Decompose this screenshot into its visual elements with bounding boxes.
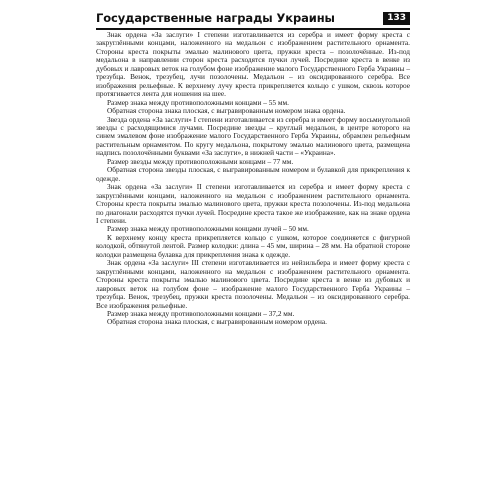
- paragraph-order-1-star-reverse: Обратная сторона звезды плоская, с выгравированным номером и булавкой для прикрепления к одежде.: [96, 165, 410, 183]
- running-header: [96, 10, 410, 26]
- header-title: Государственные награды Украины: [96, 11, 335, 25]
- article-body: [96, 31, 410, 327]
- paragraph-order-3-badge: Знак ордена «За заслуги» III степени изготавливается из нейзильбера и имеет форму креста с закруглёнными концами, наложенного на медальон с изображением растительного орнамента. Стороны креста покрыты эмалью малинового цвета. Посредине креста в венке из дубовых и лавровых веток на голубом фоне – изображение малого Государственного Герба Украины – трезубца. Венок, трезубец, пружки креста позолочены. Медальон – из оксидированного серебра. Все изображения рельефные.: [96, 258, 410, 310]
- paragraph-order-2-badge: Знак ордена «За заслуги» II степени изготавливается из серебра и имеет форму креста с закруглёнными концами, наложенного на медальон с изображением растительного орнамента. Стороны креста покрыты эмалью малинового цвета, пружки креста позолочены. Из-под медальона по диагонали расходятся пучки лучей. Посредине креста такое же изображение, как на знаке ордена I степени.: [96, 182, 410, 225]
- paragraph-order-3-badge-size: Размер знака между противоположными концами – 37,2 мм.: [107, 308, 295, 318]
- paragraph-order-3-badge-reverse: Обратная сторона знака плоская, с выгравированным номером ордена.: [107, 317, 327, 327]
- paragraph-order-1-badge-size: Размер знака между противоположными концами – 55 мм.: [107, 97, 289, 107]
- paragraph-order-1-badge: Знак ордена «За заслуги» I степени изготавливается из серебра и имеет форму креста с закруглёнными концами, наложенного на медальон с изображением растительного орнамента. Стороны креста покрыты эмалью малинового цвета, пружки креста – позолочённые. Из-под медальона в направлении сторон креста расходятся пучки лучей. Посредине креста в венке из дубовых и лавровых веток на голубом фоне изображение малого Государственного Герба Украины – трезубца. Венок, трезубец, лучи позолочены. Медальон – из оксидированного серебра. Все изображения рельефные. К верхнему лучу креста прикрепляется кольцо с ушком, сквозь которое протягивается лента для ношения на шее.: [96, 30, 410, 99]
- paragraph-order-1-star: Звезда ордена «За заслуги» I степени изготавливается из серебра и имеет форму восьмиугольной звезды с расходящимися лучами. Посредине звезды – круглый медальон, в центре которого на синем эмалевом фоне изображение малого Государственного Герба Украины, обрамлен рельефным растительным орнаментом. По кругу медальона, покрытому эмалью малинового цвета, размещена надпись позолочёнными буквами «За заслуги», в нижней части – «Украина».: [96, 114, 410, 158]
- page-number-badge: 133: [383, 12, 410, 25]
- paragraph-order-1-star-size: Размер звезды между противоположными концами – 77 мм.: [107, 156, 294, 166]
- paragraph-order-1-badge-reverse: Обратная сторона знака плоская, с выгравированным номером знака ордена.: [107, 106, 346, 116]
- paragraph-order-2-ribbon: К верхнему концу креста прикрепляется кольцо с ушком, которое соединяется с фигурной колодкой, обтянутой лентой. Размер колодки: длина – 45 мм, ширина – 28 мм. На обратной стороне колодки размещена булавка для прикрепления знака к одежде.: [96, 232, 410, 259]
- paragraph-order-2-badge-size: Размер знака между противоположными концами лучей – 50 мм.: [107, 224, 309, 234]
